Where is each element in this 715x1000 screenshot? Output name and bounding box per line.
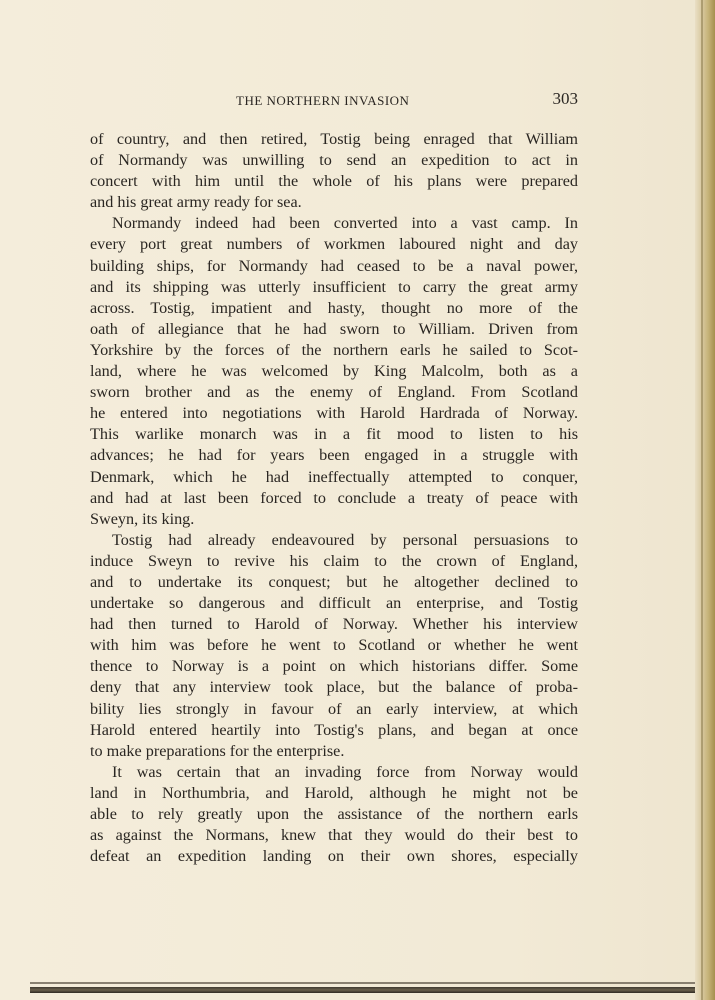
- text-line: he entered into negotiations with Harold Hardrada of Norway.: [90, 404, 578, 423]
- text-line: of country, and then retired, Tostig being enraged that William: [90, 130, 578, 148]
- text-line: able to rely greatly upon the assistance of the northern earls: [90, 805, 578, 823]
- page-right-edge: [695, 0, 715, 1000]
- text-line: induce Sweyn to revive his claim to the crown of England,: [90, 551, 578, 570]
- text-line: advances; he had for years been engaged in a struggle with: [90, 446, 578, 465]
- text-line: with him was before he went to Scotland or whether he went: [90, 636, 578, 655]
- text-line: land, where he was welcomed by King Malcolm, both as a: [90, 362, 578, 381]
- text-line: oath of allegiance that he had sworn to William. Driven from: [90, 319, 578, 338]
- running-head: THE NORTHERN INVASION: [236, 93, 410, 108]
- page-bottom-edge: [30, 982, 695, 996]
- text-line: and his great army ready for sea.: [90, 193, 302, 212]
- text-line: and had at last been forced to conclude a treaty of peace with: [90, 488, 578, 507]
- text-line: building ships, for Normandy had ceased to be a naval power,: [90, 256, 578, 275]
- text-line: of Normandy was unwilling to send an expedition to act in: [90, 151, 578, 170]
- text-line: and to undertake its conquest; but he altogether declined to: [90, 572, 578, 591]
- text-line: across. Tostig, impatient and hasty, thought no more of the: [90, 298, 578, 317]
- text-line: to make preparations for the enterprise.: [90, 741, 345, 760]
- text-line: Harold entered heartily into Tostig's plans, and began at once: [90, 720, 578, 739]
- text-line: Tostig had already endeavoured by personal persuasions to: [112, 530, 578, 549]
- text-line: land in Northumbria, and Harold, although he might not be: [90, 783, 578, 802]
- body-text: [90, 129, 578, 867]
- text-line: Yorkshire by the forces of the northern earls he sailed to Scot-: [90, 340, 578, 359]
- page-header: [90, 89, 578, 113]
- text-line: concert with him until the whole of his plans were prepared: [90, 172, 578, 191]
- page-number: 303: [552, 89, 578, 108]
- text-line: Normandy indeed had been converted into a vast camp. In: [112, 214, 578, 233]
- text-line: every port great numbers of workmen laboured night and day: [90, 235, 578, 254]
- bottom-edge-shadow: [30, 987, 695, 993]
- text-line: deny that any interview took place, but the balance of proba-: [90, 678, 578, 697]
- text-line: bility lies strongly in favour of an early interview, at which: [90, 699, 578, 718]
- text-line: sworn brother and as the enemy of England. From Scotland: [90, 383, 578, 402]
- text-line: defeat an expedition landing on their own shores, especially: [90, 847, 578, 866]
- text-line: as against the Normans, knew that they would do their best to: [90, 826, 578, 845]
- text-line: undertake so dangerous and difficult an enterprise, and Tostig: [90, 594, 578, 613]
- text-line: had then turned to Harold of Norway. Whether his interview: [90, 615, 578, 634]
- text-line: Sweyn, its king.: [90, 509, 195, 528]
- text-line: Denmark, which he had ineffectually attempted to conquer,: [90, 467, 578, 486]
- text-line: This warlike monarch was in a fit mood to listen to his: [90, 425, 578, 444]
- text-line: and its shipping was utterly insufficient to carry the great army: [90, 277, 578, 296]
- text-line: thence to Norway is a point on which historians differ. Some: [90, 657, 578, 676]
- text-line: It was certain that an invading force from Norway would: [112, 762, 578, 781]
- bottom-edge-rule: [30, 982, 695, 984]
